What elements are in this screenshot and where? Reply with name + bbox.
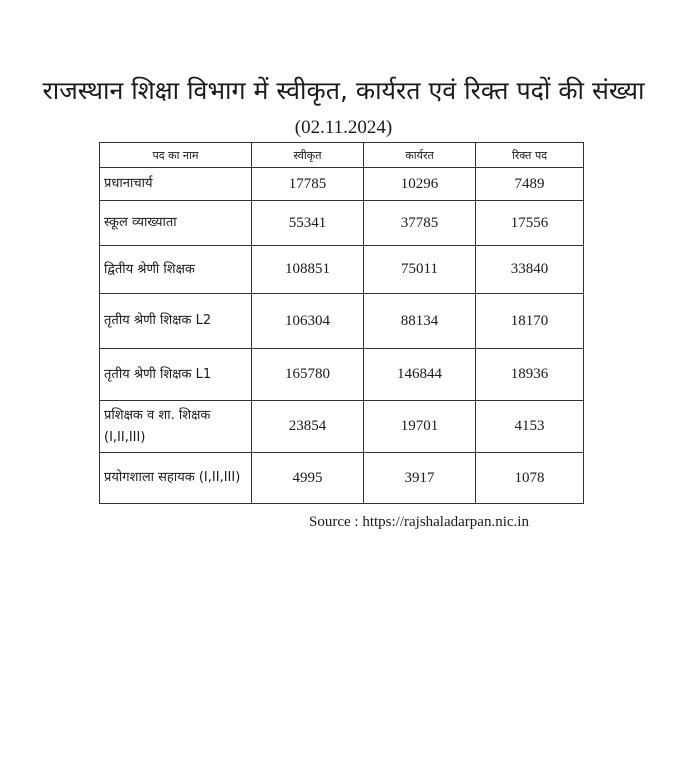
- post-name-cell: द्वितीय श्रेणी शिक्षक: [100, 246, 252, 294]
- working-cell: 146844: [364, 349, 476, 401]
- table-row: [100, 246, 584, 294]
- sanctioned-cell: 165780: [252, 349, 364, 401]
- vacant-cell: 18170: [476, 294, 584, 349]
- vacancy-table: [99, 142, 584, 504]
- sanctioned-cell: 108851: [252, 246, 364, 294]
- page-title: राजस्थान शिक्षा विभाग में स्वीकृत, कार्यरत एवं रिक्त पदों की संख्या: [42, 76, 645, 105]
- table-row: [100, 201, 584, 246]
- header-working: कार्यरत: [364, 143, 476, 168]
- table-row: [100, 401, 584, 453]
- vacant-cell: 18936: [476, 349, 584, 401]
- table-row: [100, 349, 584, 401]
- vacant-cell: 7489: [476, 168, 584, 201]
- vacant-cell: 33840: [476, 246, 584, 294]
- working-cell: 10296: [364, 168, 476, 201]
- post-name-cell: तृतीय श्रेणी शिक्षक L1: [100, 349, 252, 401]
- post-name-cell: स्कूल व्याख्याता: [100, 201, 252, 246]
- post-name-cell: प्रयोगशाला सहायक (I,II,III): [100, 453, 252, 504]
- sanctioned-cell: 55341: [252, 201, 364, 246]
- working-cell: 19701: [364, 401, 476, 453]
- header-vacant: रिक्त पद: [476, 143, 584, 168]
- table-row: [100, 168, 584, 201]
- vacant-cell: 1078: [476, 453, 584, 504]
- working-cell: 75011: [364, 246, 476, 294]
- table-row: [100, 294, 584, 349]
- report-date: (02.11.2024): [294, 117, 393, 138]
- post-name-cell: प्रधानाचार्य: [100, 168, 252, 201]
- sanctioned-cell: 17785: [252, 168, 364, 201]
- post-name-cell: तृतीय श्रेणी शिक्षक L2: [100, 294, 252, 349]
- table-header-row: [100, 143, 584, 168]
- sanctioned-cell: 106304: [252, 294, 364, 349]
- vacant-cell: 4153: [476, 401, 584, 453]
- sanctioned-cell: 4995: [252, 453, 364, 504]
- post-name-cell: प्रशिक्षक व शा. शिक्षक (I,II,III): [100, 401, 252, 453]
- header-sanctioned: स्वीकृत: [252, 143, 364, 168]
- working-cell: 88134: [364, 294, 476, 349]
- header-post-name: पद का नाम: [100, 143, 252, 168]
- working-cell: 37785: [364, 201, 476, 246]
- working-cell: 3917: [364, 453, 476, 504]
- table-row: [100, 453, 584, 504]
- source-note: Source : https://rajshaladarpan.nic.in: [309, 514, 529, 530]
- vacant-cell: 17556: [476, 201, 584, 246]
- sanctioned-cell: 23854: [252, 401, 364, 453]
